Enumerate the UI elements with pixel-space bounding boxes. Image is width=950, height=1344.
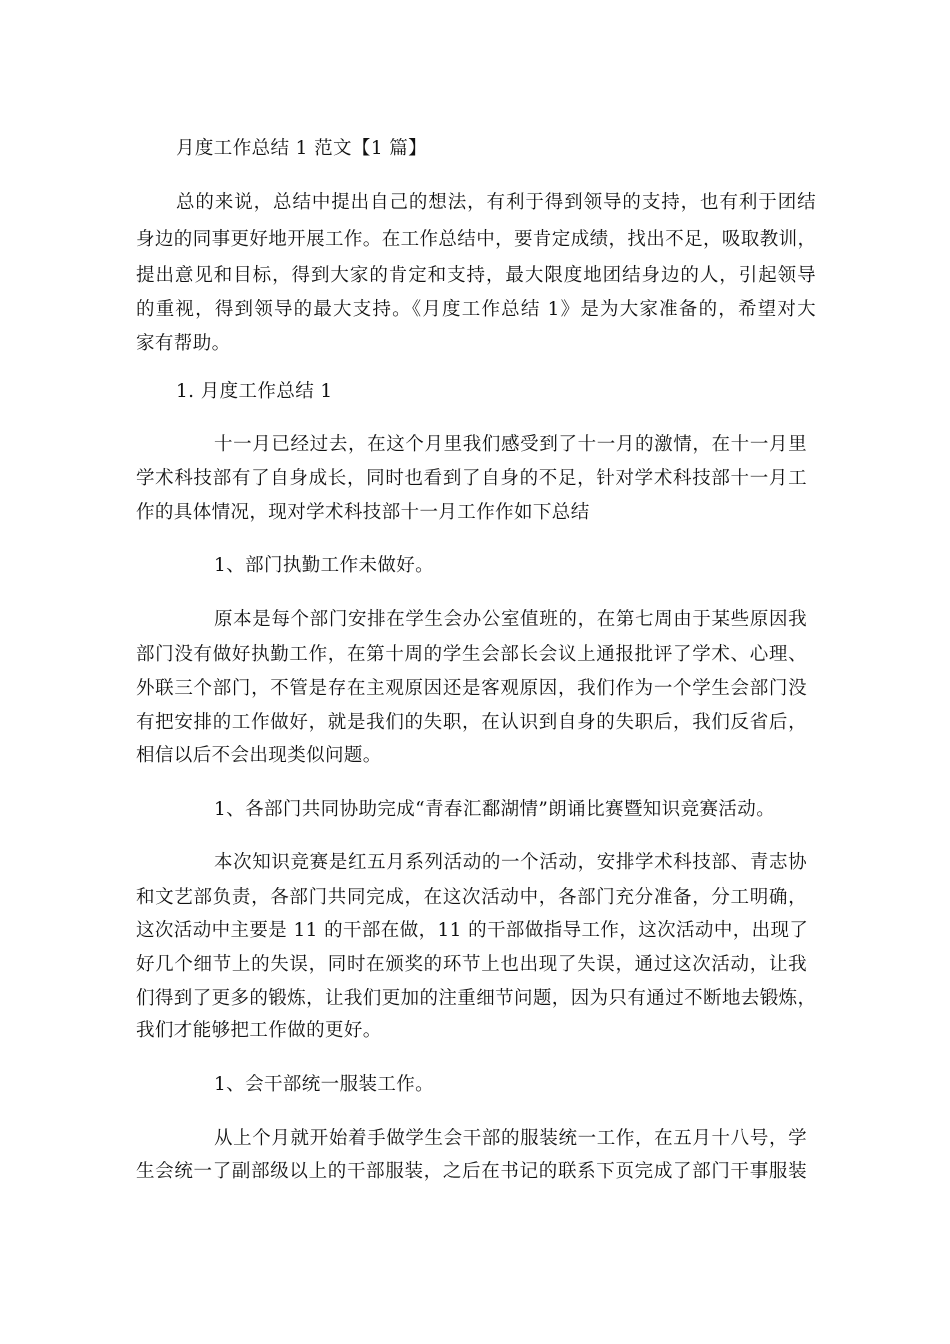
item-body-line: 这次活动中主要是 11 的干部在做，11 的干部做指导工作，这次活动中，出现了 [136, 920, 809, 941]
item-body-line: 我们才能够把工作做的更好。 [136, 1020, 382, 1041]
item-body-line: 原本是每个部门安排在学生会办公室值班的，在第七周由于某些原因我 [214, 609, 807, 630]
section-heading: 1. 月度工作总结 1 [176, 381, 333, 402]
item-body-line: 和文艺部负责，各部门共同完成，在这次活动中，各部门充分准备，分工明确， [136, 887, 807, 908]
document-title: 月度工作总结 1 范文【1 篇】 [176, 138, 428, 159]
item-body-line: 从上个月就开始着手做学生会干部的服装统一工作，在五月十八号，学 [214, 1128, 807, 1149]
opening-line: 作的具体情况，现对学术科技部十一月工作作如下总结 [136, 502, 590, 523]
item-heading: 1、部门执勤工作未做好。 [214, 555, 435, 576]
opening-line: 十一月已经过去，在这个月里我们感受到了十一月的激情，在十一月里 [214, 434, 807, 455]
item-body-line: 部门没有做好执勤工作，在第十周的学生会部长会议上通报批评了学术、心理、 [136, 644, 807, 665]
intro-line: 的重视，得到领导的最大支持。《月度工作总结 1》是为大家准备的，希望对大 [136, 299, 816, 320]
item-body-line: 们得到了更多的锻炼，让我们更加的注重细节问题，因为只有通过不断地去锻炼， [136, 988, 817, 1009]
item-body-line: 外联三个部门，不管是存在主观原因还是客观原因，我们作为一个学生会部门没 [136, 678, 807, 699]
intro-line: 身边的同事更好地开展工作。在工作总结中，要肯定成绩，找出不足，吸取教训， [136, 229, 817, 250]
item-body-line: 本次知识竞赛是红五月系列活动的一个活动，安排学术科技部、青志协 [214, 852, 807, 873]
item-body-line: 好几个细节上的失误，同时在颁奖的环节上也出现了失误，通过这次活动，让我 [136, 954, 807, 975]
intro-line: 总的来说，总结中提出自己的想法，有利于得到领导的支持，也有利于团结 [176, 192, 816, 213]
intro-line: 提出意见和目标，得到大家的肯定和支持，最大限度地团结身边的人，引起领导 [136, 265, 816, 286]
item-body-line: 生会统一了副部级以上的干部服装，之后在书记的联系下页完成了部门干事服装 [136, 1161, 807, 1182]
opening-line: 学术科技部有了自身成长，同时也看到了自身的不足，针对学术科技部十一月工 [136, 468, 807, 489]
item-body-line: 相信以后不会出现类似问题。 [136, 745, 382, 766]
intro-line: 家有帮助。 [136, 333, 231, 354]
item-heading: 1、会干部统一服装工作。 [214, 1074, 435, 1095]
item-heading: 1、各部门共同协助完成“青春汇鄱湖情”朗诵比赛暨知识竞赛活动。 [214, 799, 776, 820]
item-body-line: 有把安排的工作做好，就是我们的失职，在认识到自身的失职后，我们反省后， [136, 712, 807, 733]
